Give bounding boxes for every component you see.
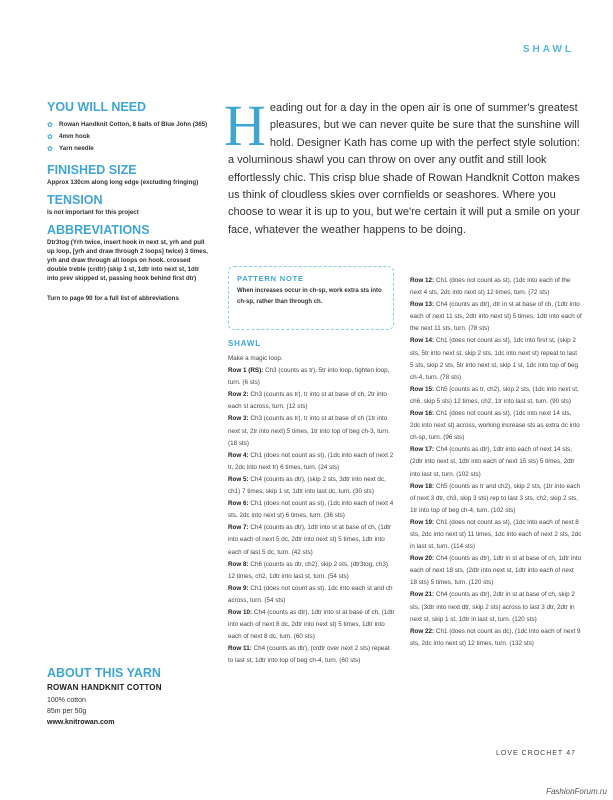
pattern-row <box>228 583 396 607</box>
row-label: Row 4: <box>228 451 249 459</box>
list-item <box>47 131 212 143</box>
material-text: Yarn needle <box>59 145 94 152</box>
pattern-row <box>410 408 582 444</box>
row-label: Row 5: <box>228 475 249 483</box>
abbreviations-see-more: Turn to page 90 for a full list of abbreviations <box>47 295 179 302</box>
finished-size-text: Approx 130cm along long edge (excluding fringing) <box>47 179 199 186</box>
page-footer <box>496 750 576 757</box>
row-text: Ch1 (does not count as st), 1dc into first st, (skip 2 sts, 5tr into next st, skip 2 sts, 1dc into next st) repeat to last 5 sts, skip 2 sts, 5tr into next st, skip 1 st, 1dc into top of beg ch-4, turn. (78 sts) <box>410 337 578 381</box>
magazine-name: LOVE CROCHET <box>495 750 564 757</box>
list-item <box>47 143 212 155</box>
row-text: Ch4 (counts as dtr), 1dtr into st at base of ch, (1dtr into each of next 5 dc, 2dtr into next st) 5 times, 1dtr into each of last 5 dc, turn. (42 sts) <box>228 524 392 556</box>
row-text: Ch1 (does not count as dc), (1dc into each of next 9 sts, 2dc into next st) 12 times, turn. (132 sts) <box>410 627 581 647</box>
pattern-row <box>410 275 582 299</box>
row-text: Ch3 (counts as tr), 5tr into loop, tighten loop, turn. (6 sts) <box>228 367 390 387</box>
row-label: Row 1 (RS): <box>228 367 264 375</box>
pattern-row <box>410 299 582 335</box>
row-text: Ch1 (does not count as st), (1dc into each of next 2 tr, 2dc into next tr) 6 times, turn. (24 sts) <box>228 451 394 471</box>
you-will-need-heading: YOU WILL NEED <box>47 100 147 114</box>
row-text: Ch3 (counts as tr), tr into st at base of ch (1tr into next st, 2tr into next) 5 times, 1tr into top of beg ch-3, turn. (18 sts) <box>228 415 390 447</box>
intro-paragraph <box>224 93 580 239</box>
row-text: Ch4 (counts as dtr), 1dtr into st at base of ch, (1dtr into each of next 8 dc, 2dtr into next st) 5 times, 1dtr into each of next 8 dc, turn. (60 sts) <box>228 608 395 641</box>
star-icon: ✿ <box>47 145 53 153</box>
pattern-row <box>410 517 582 553</box>
yarn-name: ROWAN HANDKNIT COTTON <box>47 683 162 692</box>
pattern-row <box>228 559 396 583</box>
pattern-intro: Make a magic loop. <box>228 355 283 362</box>
pattern-note-heading: PATTERN NOTE <box>237 274 304 283</box>
pattern-row <box>228 643 396 667</box>
row-label: Row 14: <box>410 337 435 345</box>
row-text: Ch1 (does not count as st), (1dc into each of next 8 sts, 2dc into next st) 11 times, 1dc into each of next 2 sts, 2dc in last st, turn. (114 sts) <box>410 518 582 551</box>
abbreviations-heading: ABBREVIATIONS <box>47 223 150 237</box>
drop-cap: H <box>224 93 266 158</box>
pattern-row <box>228 498 396 522</box>
about-yarn-heading: ABOUT THIS YARN <box>47 666 161 680</box>
row-text: Ch6 (counts as dtr, ch2), skip 2 sts, (dtr3tog, ch3) 12 times, ch2, 1dtr into last st, turn. (54 sts) <box>228 560 388 580</box>
row-label: Row 22: <box>410 627 435 635</box>
row-label: Row 3: <box>228 415 249 423</box>
pattern-column-1 <box>228 338 396 667</box>
pattern-row <box>228 474 396 498</box>
row-text: Ch4 (counts as dtr), dtr in st at base of ch, (1dtr into each of next 11 sts, 2dtr into next st) 5 times, 1dtr into each of the next 11 sts, turn. (78 sts) <box>410 301 582 333</box>
pattern-row <box>410 626 582 650</box>
materials-list <box>47 119 212 155</box>
yarn-detail: 100% cotton <box>47 697 86 704</box>
pattern-row <box>228 413 396 449</box>
pattern-column-2 <box>410 275 582 650</box>
pattern-row <box>228 389 396 413</box>
row-text: Ch4 (counts as dtr), 1dtr in st at base of ch, 1dtr into each of next 18 sts, (2dtr into next st, 1dtr into each of next 18 sts) 5 times, turn. (120 sts) <box>410 555 582 587</box>
page-number: 47 <box>566 750 576 757</box>
pattern-row <box>410 553 582 589</box>
row-text: Ch5 (counts as tr, ch2), skip 2 sts, (1dc into next st, ch6, skip 5 sts) 12 times, ch2, 1tr into last st, turn. (90 sts) <box>410 385 579 405</box>
row-text: Ch1 (does not count as st), (1dc into each of next 4 sts, 2dc into next st) 6 times, turn. (36 sts) <box>228 500 394 520</box>
pattern-row <box>228 607 396 643</box>
pattern-note-text: When increases occur in ch-sp, work extra sts into ch-sp, rather than through ch. <box>237 288 382 305</box>
row-label: Row 10: <box>228 608 253 616</box>
row-text: Ch5 (counts as tr and ch2), skip 2 sts, (1tr into each of next 3 dtr, ch3, skip 3 sts) rep to last 3 sts, ch2, skip 2 sts, 1tr into top of beg ch-4, turn. (102 sts) <box>410 482 581 514</box>
row-label: Row 18: <box>410 482 435 490</box>
tension-text: Is not important for this project <box>47 209 139 216</box>
row-label: Row 12: <box>410 277 435 284</box>
row-text: Ch1 (does not count as st), (1dc into each of the next 4 sts, 2dc into next st) 12 times, turn. (72 sts) <box>410 277 571 297</box>
row-label: Row 19: <box>410 518 435 526</box>
material-text: 4mm hook <box>59 133 90 140</box>
row-text: Ch3 (counts as tr), tr into st at base of ch, 2tr into each st across, turn. (12 sts) <box>228 391 387 411</box>
row-text: Ch4 (counts as dtr), (skip 2 sts, 3dtr into next dc, ch1) 7 times, skip 1 st, 1dtr into last dc, turn. (30 sts) <box>228 475 386 496</box>
intro-text: eading out for a day in the open air is one of summer's greatest pleasures, but we can never quite be sure that the sunshine will hold. Designer Kath has come up with the perfect style solution: a voluminous shawl you can throw on over any outfit and still look effortlessly chic. This crisp blue shade of Rowan Handknit Cotton makes us think of cloudless skies over cornfields or seashores. Where you choose to wear it is up to you, but we're certain it will put a smile on your face, whatever the weather happens to be doing. <box>228 102 580 236</box>
pattern-row <box>410 444 582 480</box>
row-label: Row 2: <box>228 391 249 399</box>
row-text: Ch1 (does not count as st), 1dc into each st and ch across, turn. (54 sts) <box>228 584 393 604</box>
row-label: Row 13: <box>410 301 435 309</box>
tension-heading: TENSION <box>47 193 103 207</box>
row-label: Row 8: <box>228 560 249 568</box>
row-label: Row 15: <box>410 385 435 393</box>
star-icon: ✿ <box>47 121 53 129</box>
material-text: Rowan Handknit Cotton, 8 balls of Blue John (365) <box>59 121 208 128</box>
row-text: Ch4 (counts as dtr), 2dtr in st at base of ch, skip 2 sts, (3dtr into next dtr, skip 2 sts) across to last 3 dtr, 2dtr in next st, skip 1 st, 1dtr in last st, turn. (120 sts) <box>410 591 575 623</box>
row-label: Row 21: <box>410 591 435 599</box>
abbreviations-text: Dtr3tog (Yrh twice, insert hook in next st, yrh and pull up loop, [yrh and draw through 2 loops] twice) 3 times, yrh and draw through all loops on hook. crossed double treble (crdtr) (skip 1 st, 1dtr into next st, 1dtr into prev skipped st, passing hook behind first dtr) <box>47 239 208 282</box>
section-tag: SHAWL <box>522 44 574 55</box>
yarn-detail: 85m per 50g <box>47 708 87 715</box>
yarn-website-link[interactable]: www.knitrowan.com <box>47 719 115 726</box>
pattern-row <box>228 450 396 474</box>
watermark: FashionForum.ru <box>546 787 607 796</box>
row-text: Ch4 (counts as dtr), 1dtr into each of next 14 sts, (2dtr into next st, 1dtr into each of next 15 sts) 5 times, 2dtr into last st, turn. (102 sts) <box>410 446 575 478</box>
pattern-note-box <box>228 266 394 330</box>
list-item <box>47 119 212 131</box>
sidebar <box>47 100 212 309</box>
pattern-row <box>410 589 582 625</box>
about-yarn <box>47 666 212 728</box>
pattern-row <box>228 365 396 389</box>
star-icon: ✿ <box>47 133 53 141</box>
row-text: Ch4 (counts as dtr), (crdtr over next 2 sts) repeat to last st, 1dtr into top of beg ch-4, turn. (60 sts) <box>228 645 390 665</box>
row-label: Row 20: <box>410 555 435 563</box>
row-label: Row 11: <box>228 645 252 653</box>
pattern-row <box>228 522 396 558</box>
shawl-heading: SHAWL <box>228 339 261 348</box>
row-label: Row 16: <box>410 410 435 418</box>
row-label: Row 9: <box>228 584 249 592</box>
row-label: Row 6: <box>228 500 249 508</box>
pattern-row <box>410 481 582 517</box>
row-label: Row 7: <box>228 524 249 532</box>
finished-size-heading: FINISHED SIZE <box>47 163 137 177</box>
row-text: Ch1 (does not count as st), (1dc into next 14 sts, 2dc into next st) across, working increase sts as extra dc into ch-sp, turn. (96 sts) <box>410 410 580 442</box>
row-label: Row 17: <box>410 446 435 454</box>
pattern-row <box>410 384 582 408</box>
pattern-row <box>410 335 582 383</box>
